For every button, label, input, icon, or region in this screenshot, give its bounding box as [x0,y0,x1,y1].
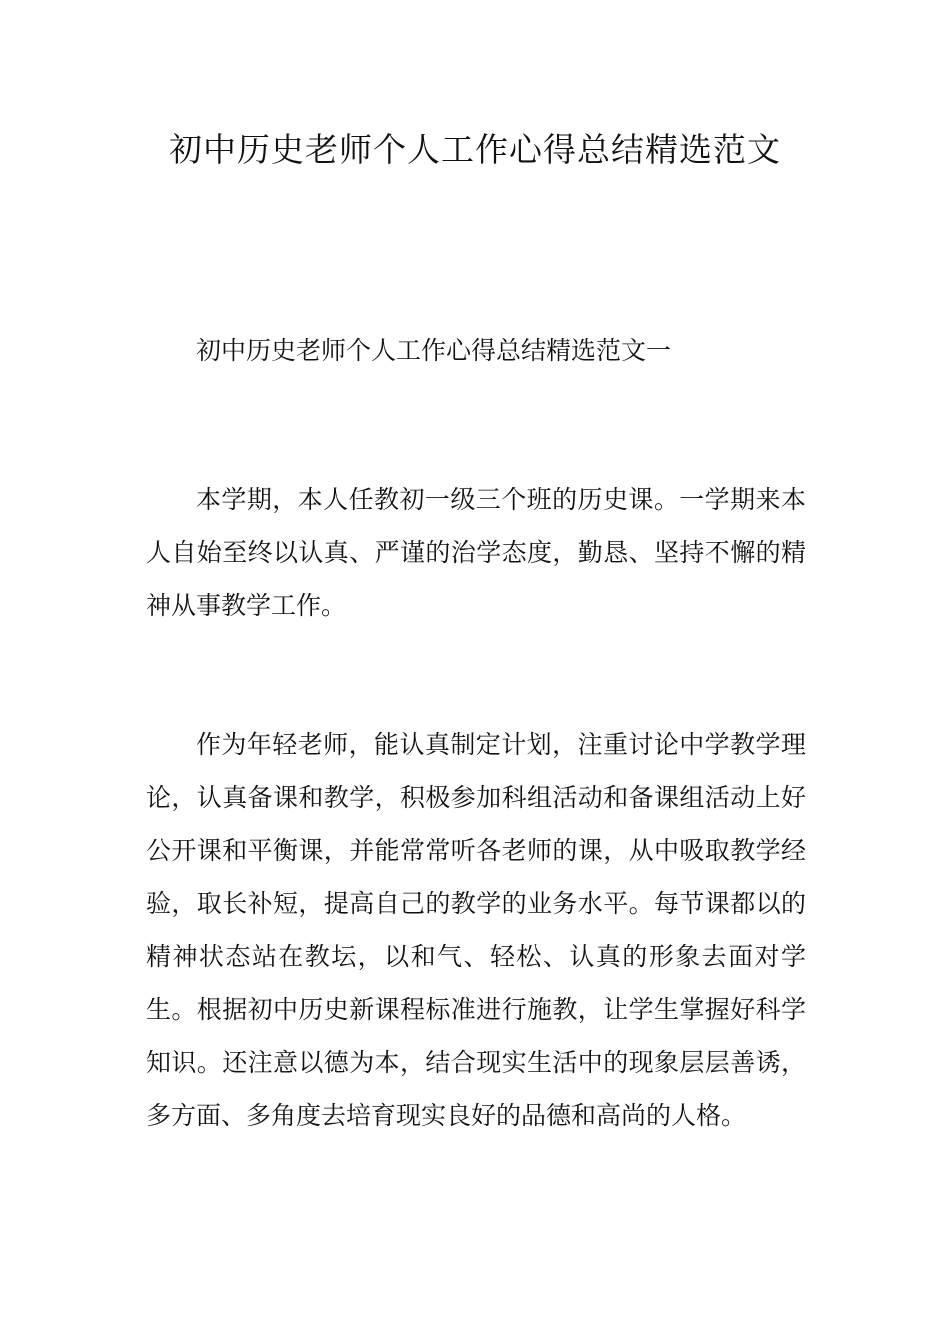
paragraph-2: 作为年轻老师，能认真制定计划，注重讨论中学教学理论，认真备课和教学，积极参加科组活动和备课组活动上好公开课和平衡课，并能常常听各老师的课，从中吸取教学经验，取长补短，提高自己的教学的业务水平。每节课都以的精神状态站在教坛，以和气、轻松、认真的形象去面对学生。根据初中历史新课程标准进行施教，让学生掌握好科学知识。还注意以德为本，结合现实生活中的现象层层善诱，多方面、多角度去培育现实良好的品德和高尚的人格。 [146,730,806,1130]
document-title: 初中历史老师个人工作心得总结精选范文 [169,130,781,169]
section-heading: 初中历史老师个人工作心得总结精选范文一 [196,336,672,365]
paragraph-1: 本学期，本人任教初一级三个班的历史课。一学期来本人自始至终以认真、严谨的治学态度，勤恳、坚持不懈的精神从事教学工作。 [146,485,806,620]
